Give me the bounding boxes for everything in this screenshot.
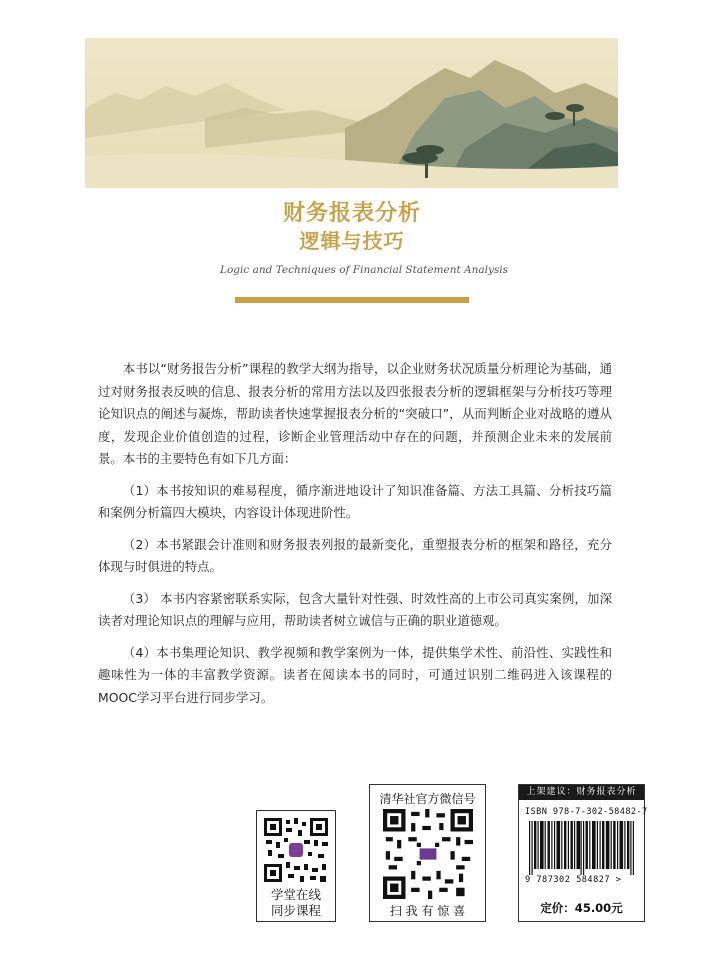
title-underline-bar (235, 297, 469, 303)
book-subtitle: 逻辑与技巧 (299, 229, 405, 253)
price: 定价：45.00元 (540, 901, 623, 915)
shelf-suggestion: 上架建议：财务报表分析 (519, 785, 644, 800)
ean-digits: 9 787302 584827 > (525, 875, 622, 885)
xuetang-caption (257, 887, 335, 919)
isbn-text: ISBN 978-7-302-58482-7 (525, 807, 648, 817)
book-title: 财务报表分析 (282, 201, 421, 226)
landscape-painting (85, 38, 618, 188)
wechat-qr-title: 清华社官方微信号 (379, 792, 476, 806)
title-block (220, 200, 509, 276)
xuetang-qr-card (256, 810, 336, 922)
feature-1: （1）本书按知识的难易程度，循序渐进地设计了知识准备篇、方法工具篇、分析技巧篇和案例分析篇四大模块，内容设计体现进阶性。 (98, 482, 612, 520)
feature-2: （2）本书紧跟会计准则和财务报表列报的最新变化，重塑报表分析的框架和路径，充分体现与时俱进的特点。 (98, 536, 612, 574)
feature-4: （4）本书集理论知识、教学视频和教学案例为一体，提供集学术性、前沿性、实践性和趣味性为一体的丰富教学资源。读者在阅读本书的同时，可通过识别二维码进入该课程的MOOC学习平台进行同步学习。 (98, 644, 612, 705)
wechat-qr-code[interactable] (383, 809, 473, 899)
wechat-qr-card (369, 784, 486, 922)
barcode-panel (518, 784, 648, 922)
english-title: Logic and Techniques of Financial Statement Analysis (220, 264, 509, 276)
xuetang-caption-line2: 同步课程 (270, 903, 321, 918)
wechat-qr-caption: 扫 我 有 惊 喜 (389, 904, 466, 918)
book-description (98, 358, 612, 709)
ean-barcode (529, 821, 634, 875)
intro-paragraph: 本书以“财务报告分析”课程的教学大纲为指导，以企业财务状况质量分析理论为基础，通过对财务报表反映的信息、报表分析的常用方法以及四张报表分析的逻辑框架与分析技巧等理论知识点的阐述与凝炼，帮助读者快速掌握报表分析的“突破口”，从而判断企业对战略的遵从度，发现企业价值创造的过程，诊断企业管理活动中存在的问题，并预测企业未来的发展前景。本书的主要特色有如下几方面： (98, 361, 612, 466)
feature-3: （3） 本书内容紧密联系实际，包含大量针对性强、时效性高的上市公司真实案例，加深读者对理论知识点的理解与应用，帮助读者树立诚信与正确的职业道德观。 (98, 590, 612, 628)
xuetang-qr-code[interactable] (264, 818, 328, 882)
xuetang-caption-line1: 学堂在线 (270, 887, 321, 902)
